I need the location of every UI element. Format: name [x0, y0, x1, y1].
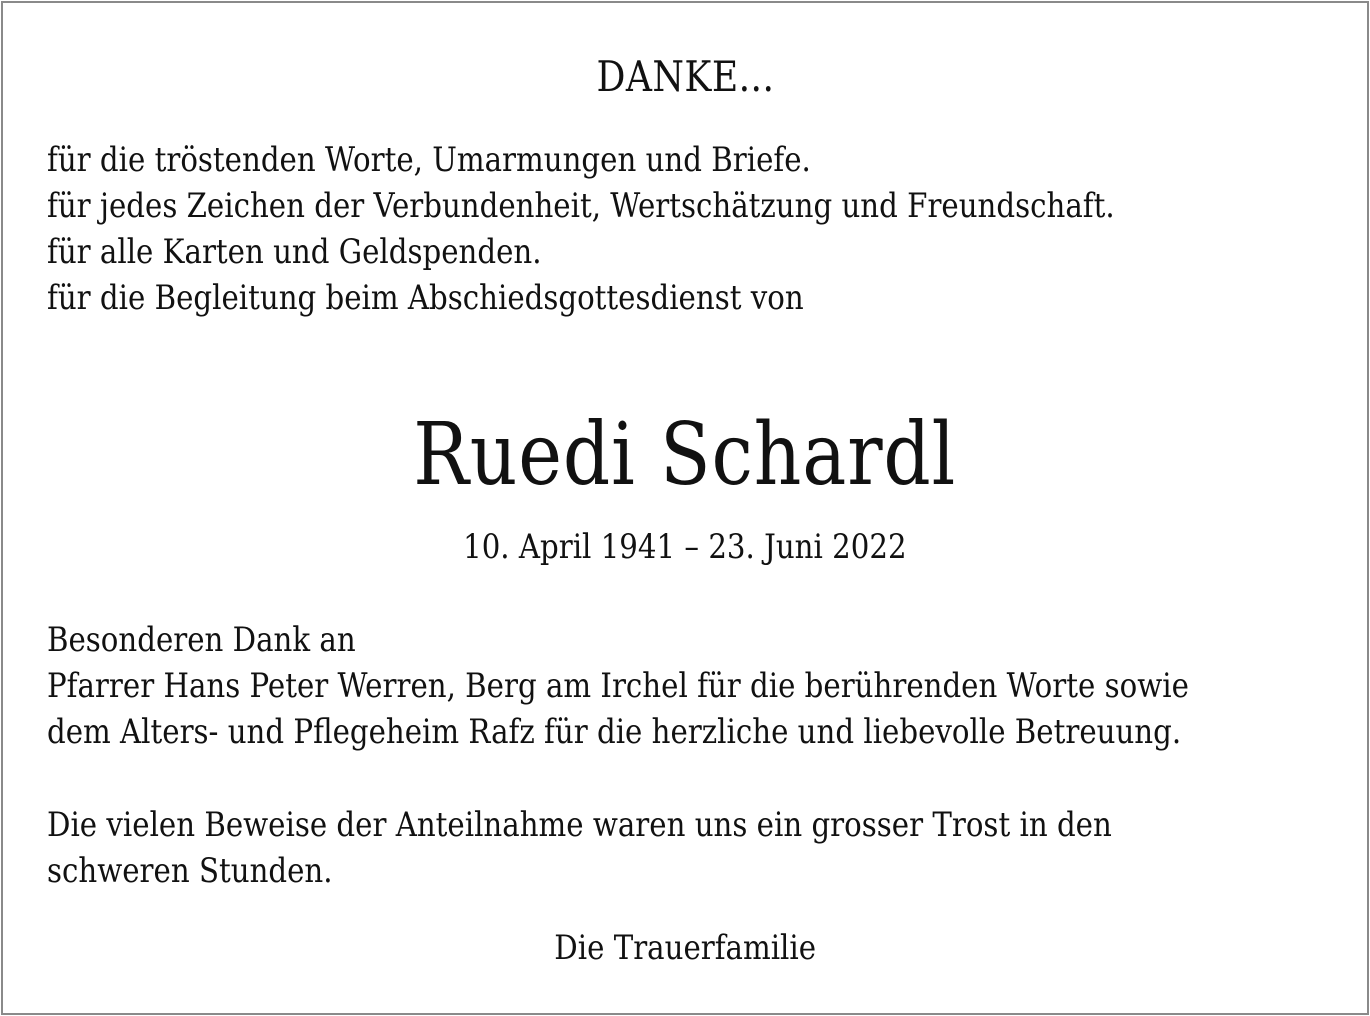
comfort-text: schweren Stunden. — [47, 851, 333, 891]
thanks-list — [47, 137, 1347, 321]
notice-heading — [0, 52, 1370, 102]
thanks-line-text: für die tröstenden Worte, Umarmungen und Briefe. — [47, 140, 811, 180]
thanks-line — [47, 275, 1347, 321]
deceased-name — [0, 400, 1370, 510]
comfort-line — [47, 802, 1347, 848]
life-dates — [0, 524, 1370, 570]
special-thanks-line — [47, 663, 1347, 709]
signature-text: Die Trauerfamilie — [554, 928, 816, 968]
comfort-paragraph — [47, 802, 1347, 894]
life-dates-text: 10. April 1941 – 23. Juni 2022 — [463, 527, 907, 567]
thanks-line — [47, 137, 1347, 183]
thanks-line — [47, 229, 1347, 275]
comfort-text: Die vielen Beweise der Anteilnahme waren uns ein grosser Trost in den — [47, 805, 1112, 845]
special-thanks — [47, 617, 1347, 755]
thanks-line-text: für alle Karten und Geldspenden. — [47, 232, 542, 272]
heading-text: DANKE... — [596, 52, 774, 101]
deceased-name-text: Ruedi Schardl — [413, 405, 957, 505]
special-thanks-text: Besonderen Dank an — [47, 620, 356, 660]
thanks-line-text: für jedes Zeichen der Verbundenheit, Wertschätzung und Freundschaft. — [47, 186, 1115, 226]
thanks-line-text: für die Begleitung beim Abschiedsgottesdienst von — [47, 278, 804, 318]
thanks-line — [47, 183, 1347, 229]
signature — [0, 925, 1370, 971]
special-thanks-line — [47, 709, 1347, 755]
special-thanks-text: dem Alters- und Pflegeheim Rafz für die herzliche und liebevolle Betreuung. — [47, 712, 1182, 752]
special-thanks-text: Pfarrer Hans Peter Werren, Berg am Irchel für die berührenden Worte sowie — [47, 666, 1189, 706]
comfort-line — [47, 848, 1347, 894]
special-thanks-line — [47, 617, 1347, 663]
